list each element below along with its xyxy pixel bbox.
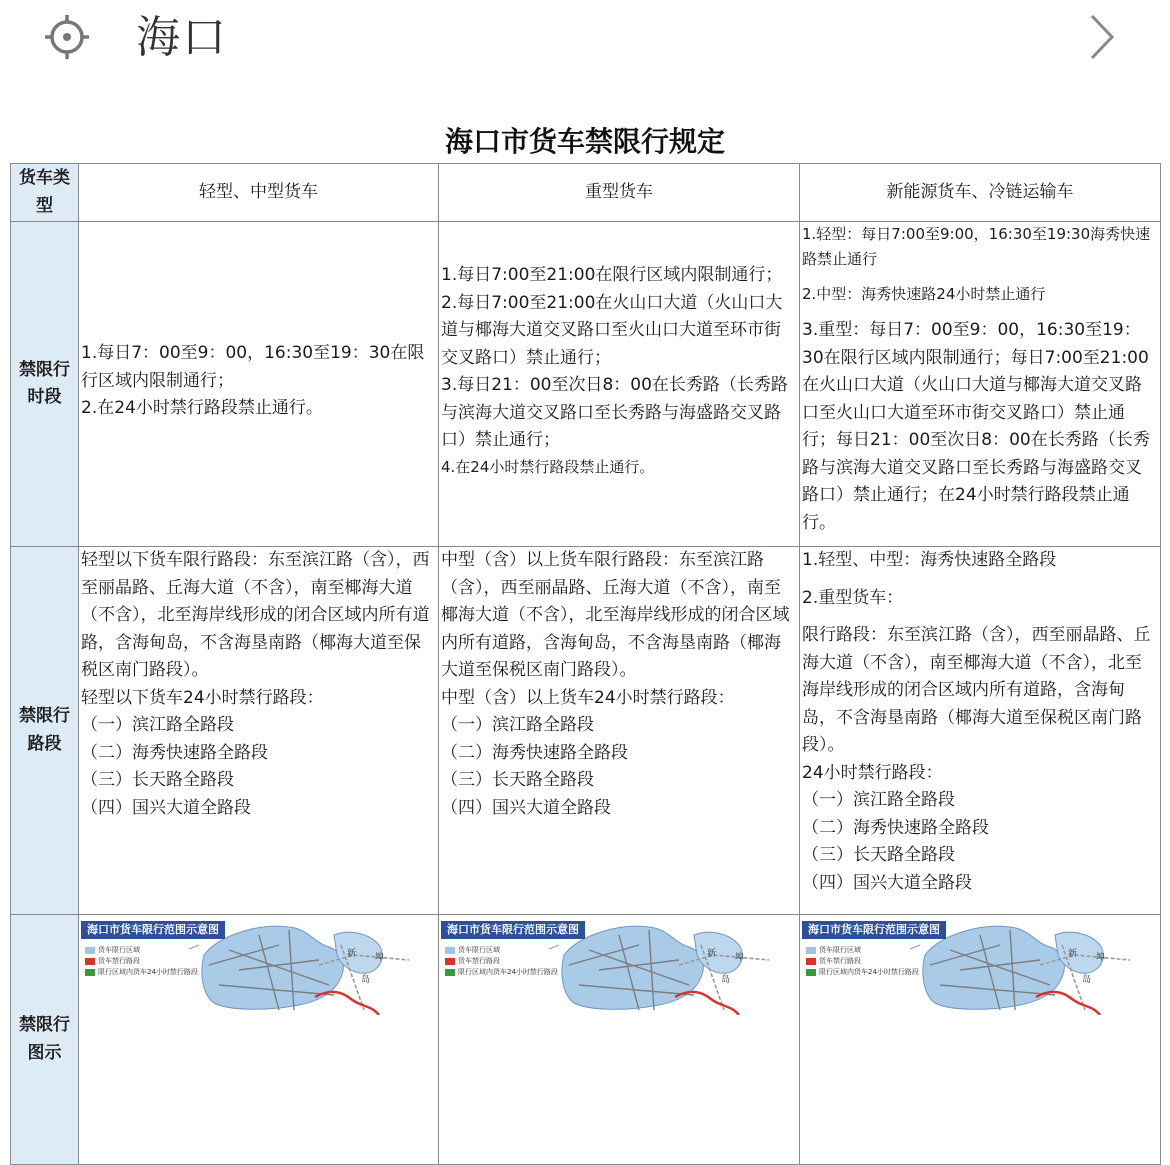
time-heavy-line: 1.每日7:00至21:00在限行区域内限制通行；	[441, 265, 783, 285]
roads-light-line: （二）海秀快速路全路段	[81, 742, 268, 763]
map-place-label: 新	[707, 949, 717, 959]
map-new-energy-cell	[800, 915, 1161, 1165]
legend-swatch	[85, 958, 95, 965]
roads-light-line: （三）长天路全路段	[81, 770, 234, 790]
roads-heavy-line: （四）国兴大道全路段	[441, 797, 611, 818]
roads-heavy-line: （三）长天路全路段	[441, 770, 594, 790]
map-legend-item: 货车禁行路段	[85, 956, 198, 967]
column-header-new-energy: 新能源货车、冷链运输车	[800, 164, 1161, 222]
legend-swatch	[445, 969, 455, 976]
time-light-line: 2.在24小时禁行路段禁止通行。	[81, 398, 323, 418]
legend-swatch	[445, 947, 455, 954]
table-row-map	[11, 915, 1161, 1165]
time-new-energy-line: 3.重型：每日7：00至9：00，16:30至19：30在限行区域内限制通行；每日7:00至21:00在火山口大道（火山口大道与椰海大道交叉路口至火山口大道至环市街交叉路口）禁止通行；每日21：00至次日8：00在长秀路（长秀路与滨海大道交叉路口至长秀路与海盛路交叉路口）禁止通行；在24小时禁行路段禁止通行。	[802, 320, 1150, 533]
roads-new-energy-line: 24小时禁行路段：	[802, 762, 943, 783]
roads-heavy-cell	[439, 547, 800, 915]
table-header-row	[11, 164, 1161, 222]
map-place-label: 埠	[735, 953, 745, 963]
time-new-energy-cell	[800, 222, 1161, 547]
time-heavy-line: 4.在24小时禁行路段禁止通行。	[441, 457, 655, 476]
map-image[interactable]	[800, 915, 1142, 1015]
document-title: 海口市货车禁限行规定	[444, 125, 725, 158]
legend-swatch	[85, 947, 95, 954]
legend-swatch	[806, 958, 816, 965]
roads-new-energy-line: （四）国兴大道全路段	[802, 872, 972, 893]
roads-light-line: （一）滨江路全路段	[81, 715, 234, 735]
roads-light-line: 轻型以下货车24小时禁行路段：	[81, 687, 324, 708]
map-place-label: 埠	[375, 953, 385, 963]
map-legend-item: 货车限行区域	[445, 945, 558, 956]
regulation-table	[10, 163, 1161, 1165]
roads-new-energy-line: （三）长天路全路段	[802, 845, 955, 865]
city-name[interactable]: 海口	[136, 12, 228, 63]
map-place-label: 新	[347, 949, 357, 959]
table-row-roads	[11, 547, 1161, 915]
corner-header: 货车类型	[11, 164, 79, 222]
roads-heavy-line: （二）海秀快速路全路段	[441, 742, 628, 763]
time-heavy-line: 3.每日21：00至次日8：00在长秀路（长秀路与滨海大道交叉路口至长秀路与海盛路交叉路口）禁止通行；	[441, 375, 788, 450]
map-legend	[85, 945, 198, 978]
roads-light-line: 轻型以下货车限行路段：东至滨江路（含），西至丽晶路、丘海大道（不含），南至椰海大道（不含），北至海岸线形成的闭合区域内所有道路，含海甸岛，不含海垦南路（椰海大道至保税区南门路段）。	[81, 550, 430, 680]
map-heavy-cell	[439, 915, 800, 1165]
map-legend	[445, 945, 558, 978]
map-legend-item: 限行区域内货车24小时禁行路段	[806, 967, 919, 978]
map-legend-item: 货车限行区域	[806, 945, 919, 956]
crosshair-icon	[42, 12, 92, 62]
map-legend-item: 货车禁行路段	[445, 956, 558, 967]
time-new-energy-line: 1.轻型：每日7:00至9:00，16:30至19:30海秀快速路禁止通行	[802, 225, 1151, 268]
roads-light-line: （四）国兴大道全路段	[81, 797, 251, 818]
roads-new-energy-line: 1.轻型、中型：海秀快速路全路段	[802, 550, 1057, 570]
locate-button[interactable]	[42, 12, 92, 62]
legend-swatch	[806, 947, 816, 954]
map-legend-item: 货车限行区域	[85, 945, 198, 956]
map-image[interactable]	[439, 915, 781, 1015]
map-banner-title: 海口市货车限行范围示意图	[441, 921, 585, 939]
map-banner-title: 海口市货车限行范围示意图	[81, 921, 225, 939]
map-banner-title: 海口市货车限行范围示意图	[802, 921, 946, 939]
roads-heavy-line: 中型（含）以上货车限行路段：东至滨江路（含），西至丽晶路、丘海大道（不含），南至椰海大道（不含），北至海岸线形成的闭合区域内所有道路，含海甸岛，不含海垦南路（椰海大道至保税区南门路段）。	[441, 550, 790, 680]
row-header-roads: 禁限行路段	[11, 547, 79, 915]
roads-new-energy-line: （一）滨江路全路段	[802, 790, 955, 810]
next-button[interactable]	[1084, 12, 1120, 62]
time-heavy-cell	[439, 222, 800, 547]
map-place-label: 岛	[721, 975, 731, 985]
roads-light-cell	[79, 547, 439, 915]
legend-swatch	[806, 969, 816, 976]
legend-swatch	[445, 958, 455, 965]
roads-heavy-line: （一）滨江路全路段	[441, 715, 594, 735]
map-place-label: 埠	[1096, 953, 1106, 963]
row-header-map: 禁限行图示	[11, 915, 79, 1165]
roads-heavy-line: 中型（含）以上货车24小时禁行路段：	[441, 687, 735, 708]
map-legend-item: 限行区域内货车24小时禁行路段	[445, 967, 558, 978]
legend-swatch	[85, 969, 95, 976]
map-light-cell	[79, 915, 439, 1165]
chevron-right-icon	[1084, 12, 1120, 62]
top-bar	[0, 0, 1170, 80]
roads-new-energy-line: （二）海秀快速路全路段	[802, 817, 989, 838]
map-place-label: 岛	[361, 975, 371, 985]
map-legend	[806, 945, 919, 978]
map-image[interactable]	[79, 915, 421, 1015]
time-light-cell	[79, 222, 439, 547]
time-light-line: 1.每日7：00至9：00，16:30至19：30在限行区域内限制通行；	[81, 343, 425, 391]
roads-new-energy-cell	[800, 547, 1161, 915]
roads-new-energy-line: 2.重型货车：	[802, 587, 904, 608]
map-place-label: 岛	[1082, 975, 1092, 985]
map-legend-item: 限行区域内货车24小时禁行路段	[85, 967, 198, 978]
roads-new-energy-line: 限行路段：东至滨江路（含），西至丽晶路、丘海大道（不含），南至椰海大道（不含），北至海岸线形成的闭合区域内所有道路，含海甸岛，不含海垦南路（椰海大道至保税区南门路段）。	[802, 625, 1151, 755]
time-new-energy-line: 2.中型：海秀快速路24小时禁止通行	[802, 285, 1046, 303]
table-row-time	[11, 222, 1161, 547]
row-header-time: 禁限行时段	[11, 222, 79, 547]
map-place-label: 新	[1068, 949, 1078, 959]
column-header-heavy: 重型货车	[439, 164, 800, 222]
map-legend-item: 货车禁行路段	[806, 956, 919, 967]
column-header-light: 轻型、中型货车	[79, 164, 439, 222]
time-heavy-line: 2.每日7:00至21:00在火山口大道（火山口大道与椰海大道交叉路口至火山口大道至环市街交叉路口）禁止通行；	[441, 292, 783, 368]
